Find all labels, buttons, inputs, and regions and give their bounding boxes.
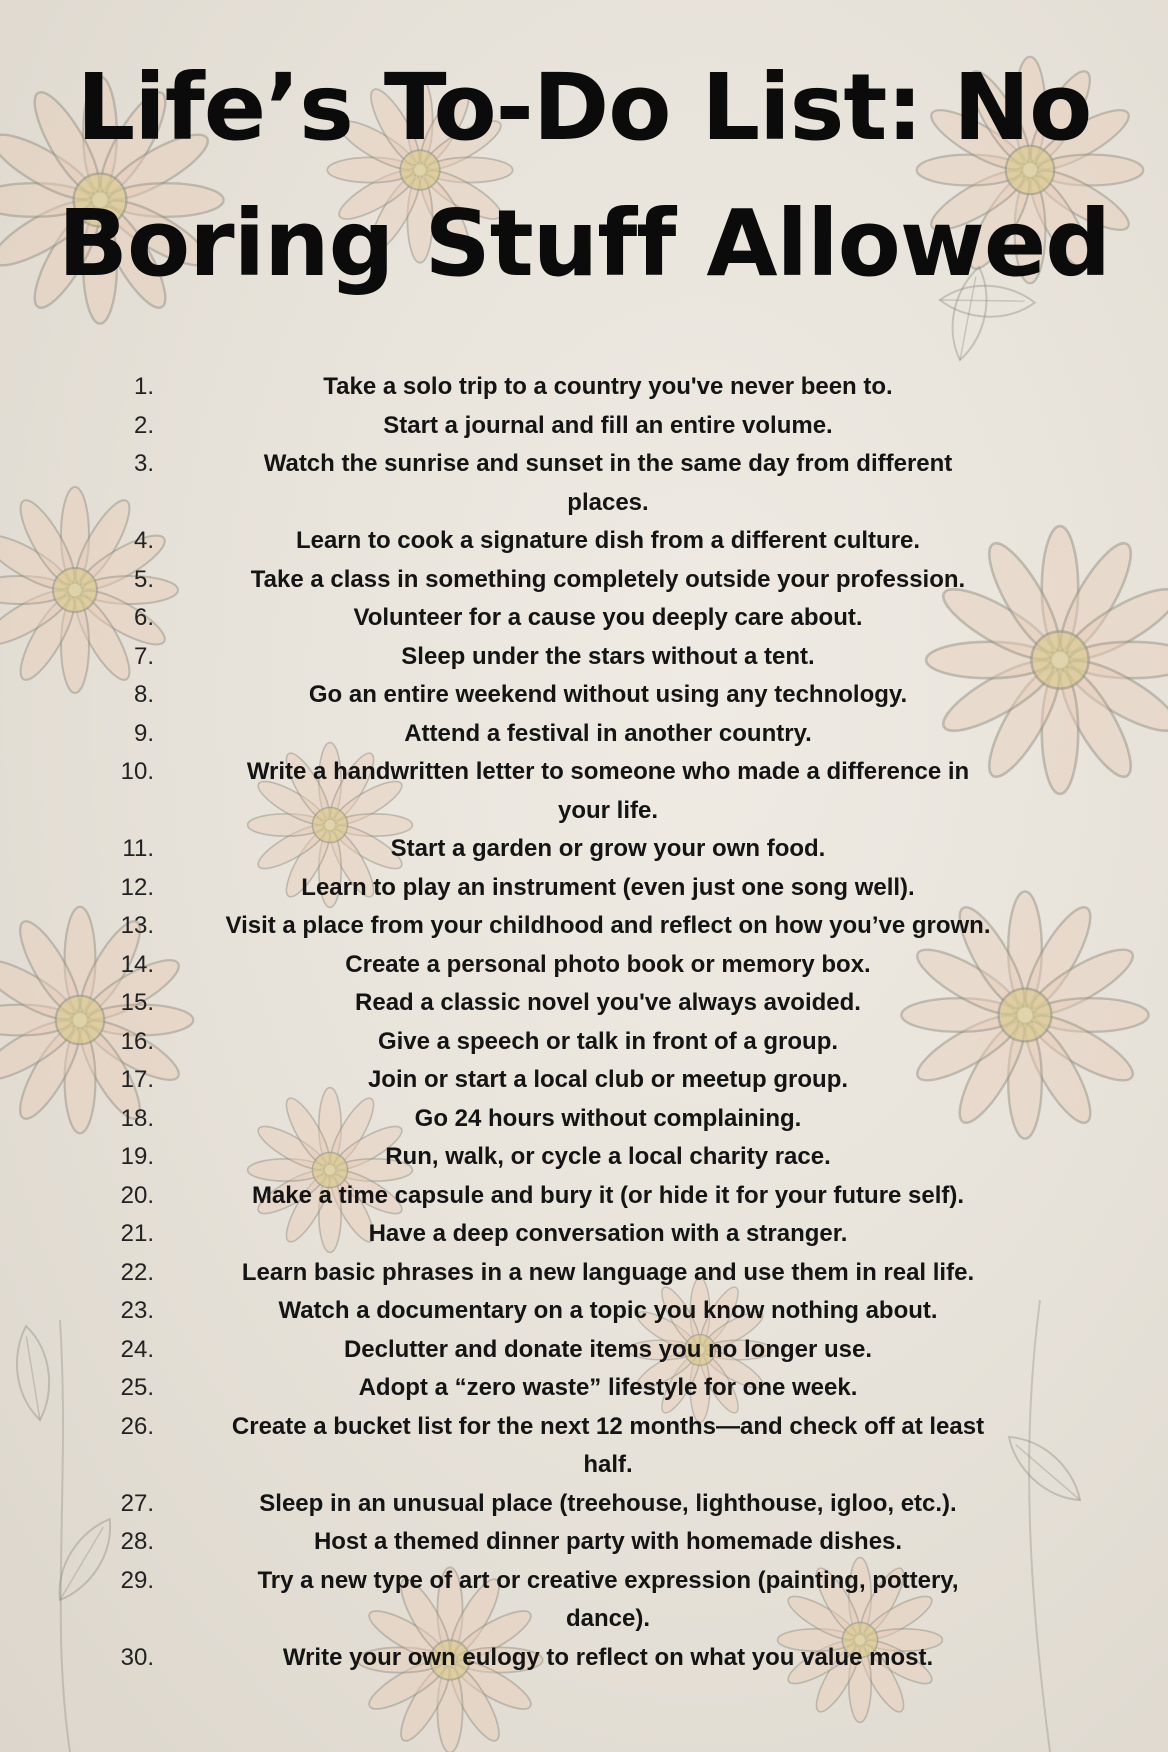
item-number: 28. xyxy=(120,1528,154,1555)
item-text xyxy=(162,522,1054,561)
item-text xyxy=(162,907,1054,946)
item-text xyxy=(162,1331,1054,1370)
item-text-line: Start a journal and fill an entire volume. xyxy=(383,411,833,439)
item-text xyxy=(162,946,1054,985)
list-item xyxy=(0,1408,1168,1485)
item-text xyxy=(162,869,1054,908)
list-item xyxy=(0,946,1168,985)
list-item xyxy=(0,1023,1168,1062)
list-item xyxy=(0,1639,1168,1678)
item-text-line: Go 24 hours without complaining. xyxy=(414,1104,802,1132)
item-text-line: Run, walk, or cycle a local charity race. xyxy=(385,1143,831,1170)
item-text xyxy=(162,599,1054,638)
item-text xyxy=(162,830,1054,869)
list-item xyxy=(0,869,1168,908)
item-number: 2. xyxy=(133,411,154,439)
item-text-line: Visit a place from your childhood and reflect on how you’ve grown. xyxy=(225,912,991,939)
item-text xyxy=(162,1485,1054,1524)
item-text-line: Declutter and donate items you no longer use. xyxy=(343,1335,873,1363)
item-text-line: Make a time capsule and bury it (or hide it for your future self). xyxy=(251,1181,965,1209)
list-item xyxy=(0,1177,1168,1216)
list-item xyxy=(0,522,1168,561)
item-text xyxy=(162,676,1054,715)
item-text-line: Join or start a local club or meetup group. xyxy=(367,1066,849,1093)
item-text-line: Have a deep conversation with a stranger. xyxy=(368,1220,848,1247)
item-text xyxy=(162,753,1054,830)
item-text xyxy=(162,1061,1054,1100)
item-text-line: Go an entire weekend without using any technology. xyxy=(308,681,908,708)
item-text-line: Learn to play an instrument (even just one song well). xyxy=(301,873,915,901)
list-item xyxy=(0,407,1168,446)
item-text xyxy=(162,1369,1054,1408)
item-text xyxy=(162,984,1054,1023)
item-text-line: Watch a documentary on a topic you know nothing about. xyxy=(278,1297,938,1324)
item-text-line: Take a solo trip to a country you've never been to. xyxy=(323,373,893,400)
list-item xyxy=(0,445,1168,522)
item-text xyxy=(162,1100,1054,1139)
item-text xyxy=(162,407,1054,446)
item-number: 17. xyxy=(120,1066,154,1093)
item-text-line: places. xyxy=(567,488,649,516)
item-text xyxy=(162,445,1054,522)
item-text-line: Learn to cook a signature dish from a different culture. xyxy=(295,527,921,554)
list-item xyxy=(0,830,1168,869)
title-line-1: Life’s To-Do List: No xyxy=(76,54,1092,161)
item-number: 24. xyxy=(120,1335,154,1363)
item-number: 21. xyxy=(120,1220,154,1247)
item-text-line: Take a class in something completely outside your profession. xyxy=(250,565,966,593)
item-text xyxy=(162,1408,1054,1485)
item-text xyxy=(162,1138,1054,1177)
item-number: 1. xyxy=(133,373,154,400)
item-text-line: Attend a festival in another country. xyxy=(404,719,812,747)
list-item xyxy=(0,1292,1168,1331)
item-text-line: Give a speech or talk in front of a group. xyxy=(377,1027,839,1055)
item-number: 16. xyxy=(120,1027,154,1055)
item-text xyxy=(162,1523,1054,1562)
item-text xyxy=(162,1254,1054,1293)
item-text-line: Write your own eulogy to reflect on what you value most. xyxy=(282,1643,934,1671)
list-item xyxy=(0,676,1168,715)
item-text xyxy=(162,715,1054,754)
list-item xyxy=(0,1369,1168,1408)
item-text-line: Write a handwritten letter to someone who made a difference in xyxy=(246,758,970,785)
item-text-line: Read a classic novel you've always avoided. xyxy=(355,989,861,1016)
item-text-line: Learn basic phrases in a new language and use them in real life. xyxy=(241,1258,975,1286)
item-number: 12. xyxy=(120,873,154,901)
item-text-line: Host a themed dinner party with homemade dishes. xyxy=(313,1528,903,1555)
item-text-line: Start a garden or grow your own food. xyxy=(390,835,826,862)
item-text xyxy=(162,1023,1054,1062)
item-number: 3. xyxy=(133,450,154,477)
item-number: 22. xyxy=(120,1258,154,1286)
list-item xyxy=(0,638,1168,677)
item-text-line: Sleep under the stars without a tent. xyxy=(401,642,815,670)
item-text xyxy=(162,368,1054,407)
item-text xyxy=(162,1639,1054,1678)
list-item xyxy=(0,907,1168,946)
item-number: 30. xyxy=(120,1643,154,1671)
list-item xyxy=(0,368,1168,407)
item-text-line: Try a new type of art or creative expression (painting, pottery, xyxy=(257,1566,959,1594)
list-item xyxy=(0,1523,1168,1562)
item-text xyxy=(162,561,1054,600)
list-item xyxy=(0,1061,1168,1100)
list-item xyxy=(0,1485,1168,1524)
item-number: 13. xyxy=(120,912,154,939)
list-item xyxy=(0,984,1168,1023)
item-text-line: Create a personal photo book or memory box. xyxy=(345,950,871,978)
item-number: 29. xyxy=(120,1566,154,1594)
item-text-line: Adopt a “zero waste” lifestyle for one week. xyxy=(358,1374,858,1401)
item-number: 8. xyxy=(133,681,154,708)
item-number: 4. xyxy=(133,527,154,554)
item-text xyxy=(162,1562,1054,1639)
list-item xyxy=(0,599,1168,638)
item-number: 27. xyxy=(120,1489,154,1517)
item-number: 6. xyxy=(133,604,154,631)
list-item xyxy=(0,1100,1168,1139)
item-text-line: your life. xyxy=(557,796,659,824)
item-text xyxy=(162,1177,1054,1216)
item-text xyxy=(162,1292,1054,1331)
item-number: 9. xyxy=(133,719,154,747)
list-item xyxy=(0,1562,1168,1639)
item-number: 20. xyxy=(120,1181,154,1209)
item-number: 23. xyxy=(120,1297,154,1324)
todo-list xyxy=(0,368,1168,1677)
item-text-line: Sleep in an unusual place (treehouse, lighthouse, igloo, etc.). xyxy=(259,1489,957,1517)
list-item xyxy=(0,1331,1168,1370)
item-number: 19. xyxy=(120,1143,154,1170)
list-item xyxy=(0,1138,1168,1177)
title-line-2: Boring Stuff Allowed xyxy=(57,190,1111,298)
item-text-line: half. xyxy=(583,1451,633,1478)
item-number: 11. xyxy=(122,835,154,862)
item-number: 15. xyxy=(120,989,154,1016)
item-text-line: Volunteer for a cause you deeply care about. xyxy=(353,604,863,631)
page-title xyxy=(0,40,1168,312)
item-text-line: dance). xyxy=(565,1605,651,1632)
item-text xyxy=(162,1215,1054,1254)
list-item xyxy=(0,561,1168,600)
item-number: 25. xyxy=(120,1374,154,1401)
item-text-line: Create a bucket list for the next 12 months—and check off at least xyxy=(231,1412,985,1440)
item-number: 14. xyxy=(120,950,154,978)
item-number: 7. xyxy=(133,642,154,670)
item-text-line: Watch the sunrise and sunset in the same day from different xyxy=(263,450,953,477)
list-item xyxy=(0,715,1168,754)
item-number: 5. xyxy=(133,565,154,593)
item-number: 18. xyxy=(120,1104,154,1132)
list-item xyxy=(0,1254,1168,1293)
list-item xyxy=(0,753,1168,830)
item-text xyxy=(162,638,1054,677)
list-item xyxy=(0,1215,1168,1254)
item-number: 10. xyxy=(120,758,154,785)
item-number: 26. xyxy=(120,1412,154,1440)
